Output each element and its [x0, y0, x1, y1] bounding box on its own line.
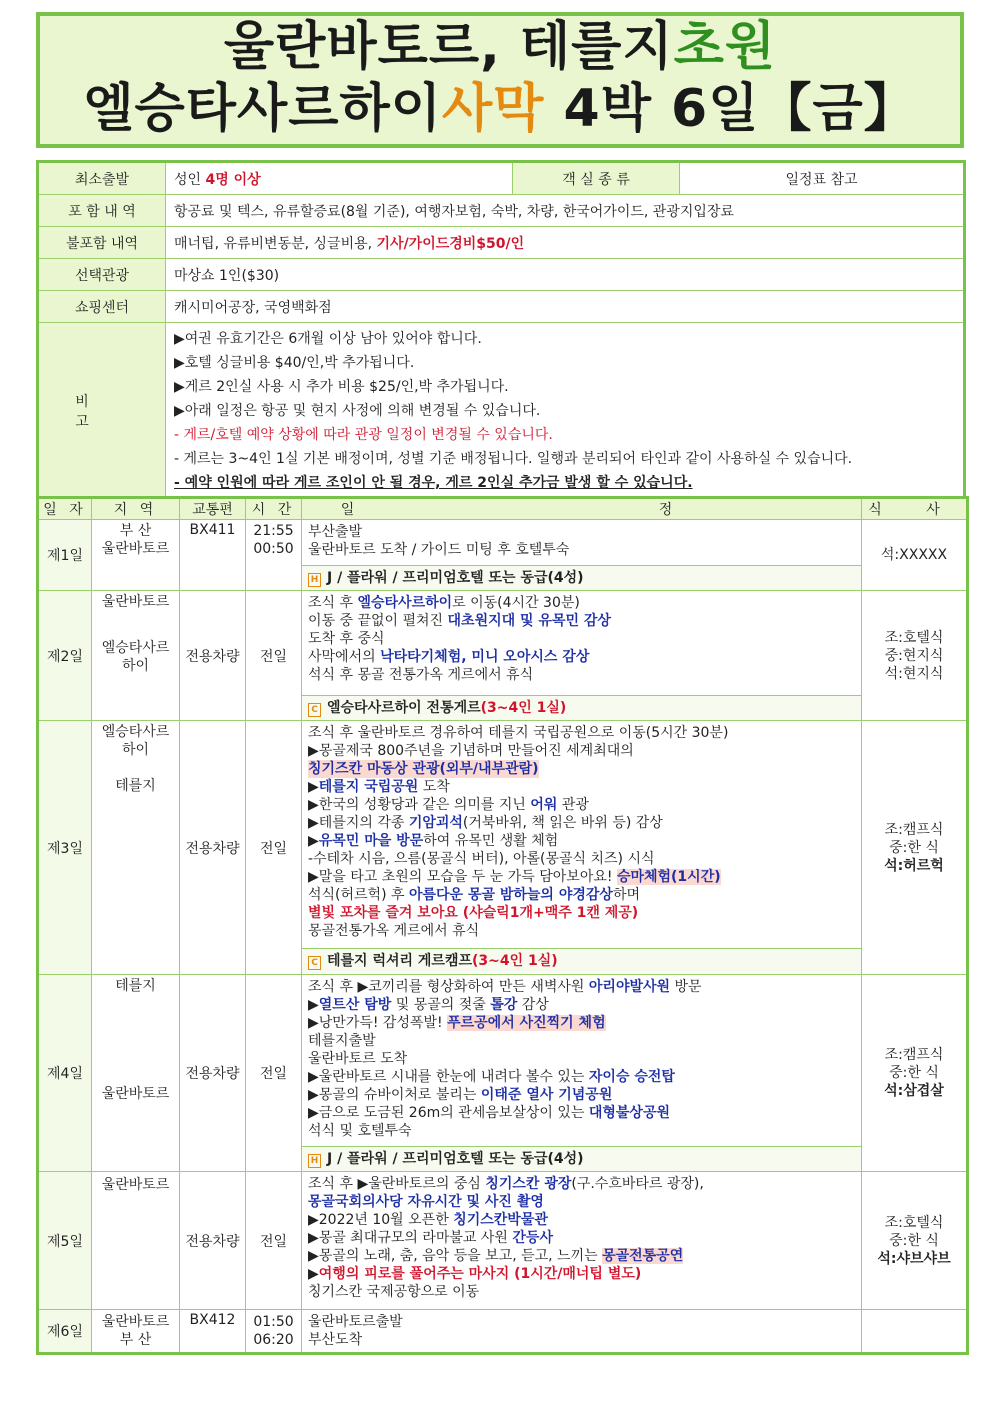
schedule-header — [38, 498, 968, 520]
label-included: 포 함 내 역 — [38, 195, 166, 227]
hotel-line: H J / 플라워 / 프리미엄호텔 또는 동급(4성) — [302, 565, 861, 590]
time-cell: 전일 — [246, 975, 302, 1172]
schedule-table — [36, 496, 969, 1355]
header-plan: 일 정 — [302, 498, 862, 520]
info-row-notes — [38, 323, 965, 501]
day-row-3 — [38, 721, 968, 975]
note-item-red: - 게르/호텔 예약 상황에 따라 관광 일정이 변경될 수 있습니다. — [174, 427, 553, 443]
note-item: ▶게르 2인실 사용 시 추가 비용 $25/인,박 추가됩니다. — [174, 379, 509, 395]
info-row-optional — [38, 259, 965, 291]
hotel-line: H J / 플라워 / 프리미엄호텔 또는 동급(4성) — [302, 1146, 861, 1171]
plan-cell: 조식 후 울란바토르 경유하여 테를지 국립공원으로 이동(5시간 30분) ▶몽골제국 800주년을 기념하며 만들어진 세계최대의 칭기즈칸 마동상 관광(외부/내부관람) ▶테를지 국립공원 도착 ▶한국의 성황당과 같은 의미를 지닌 어워 관광 ▶테를지의 각종 기암괴석(거북바위, 책 읽은 바위 등) 감상 ▶유목민 마을 방문하여 유목민 생활 체험 -수테차 시음, 으름(몽골식 버터), 아롤(몽골식 치즈) 시식 ▶말을 타고 초원의 모습을 두 눈 가득 담아보아요! 승마체험(1시간) 석식(허르헉) 후 아름다운 몽골 밤하늘의 야경감상하며 별빛 포차를 즐겨 보아요 (샤슬릭1개+맥주 1캔 제공) 몽골전통가옥 게르에서 휴식 C 테를지 럭셔리 게르캠프(3~4인 1실) — [302, 721, 862, 975]
info-row-incl — [38, 195, 965, 227]
value-included: 항공료 및 텍스, 유류할증료(8월 기준), 여행자보험, 숙박, 차량, 한국어가이드, 관광지입장료 — [166, 195, 965, 227]
meal-cell — [862, 1310, 968, 1354]
plan-cell: 부산출발 울란바토르 도착 / 가이드 미팅 후 호텔투숙 H J / 플라워 / 프리미엄호텔 또는 동급(4성) — [302, 520, 862, 591]
region-cell: 부 산 울란바토르 — [92, 520, 180, 591]
note-item: ▶호텔 싱글비용 $40/인,박 추가됩니다. — [174, 355, 415, 371]
title-line-2 — [40, 78, 960, 140]
day-row-2 — [38, 591, 968, 721]
region-cell: 엘승타사르 하이 테를지 — [92, 721, 180, 975]
header-time: 시 간 — [246, 498, 302, 520]
day-row-6 — [38, 1310, 968, 1354]
time-cell: 전일 — [246, 1172, 302, 1310]
value-shopping: 캐시미어공장, 국영백화점 — [166, 291, 965, 323]
day-label: 제4일 — [38, 975, 92, 1172]
hotel-icon: H — [308, 1154, 321, 1168]
day-label: 제1일 — [38, 520, 92, 591]
time-cell: 전일 — [246, 591, 302, 721]
time-cell: 전일 — [246, 721, 302, 975]
header-transport: 교통편 — [180, 498, 246, 520]
header-meal: 식 사 — [862, 498, 968, 520]
note-item: ▶아래 일정은 항공 및 현지 사정에 의해 변경될 수 있습니다. — [174, 403, 541, 419]
transport-cell: 전용차량 — [180, 975, 246, 1172]
meal-cell: 조:호텔식 중:한 식 석:샤브샤브 — [862, 1172, 968, 1310]
day-label: 제3일 — [38, 721, 92, 975]
day-label: 제6일 — [38, 1310, 92, 1354]
hotel-line: C 엘승타사르하이 전통게르(3~4인 1실) — [302, 695, 861, 720]
info-row-min — [38, 162, 965, 195]
title-highlight: 사막 — [441, 79, 545, 139]
meal-cell: 조:호텔식 중:현지식 석:현지식 — [862, 591, 968, 721]
day-row-4 — [38, 975, 968, 1172]
transport-cell: 전용차량 — [180, 591, 246, 721]
title-text: 4박 6일【금】 — [544, 79, 917, 139]
plan-cell: 조식 후 엘승타사르하이로 이동(4시간 30분) 이동 중 끝없이 펼쳐진 대초원지대 및 유목민 감상 도착 후 중식 사막에서의 낙타타기체험, 미니 오아시스 감상 석식 후 몽골 전통가옥 게르에서 휴식 C 엘승타사르하이 전통게르(3~4인 1실) — [302, 591, 862, 721]
label-excluded: 불포함 내역 — [38, 227, 166, 259]
time-cell: 01:50 06:20 — [246, 1310, 302, 1354]
title-text: 엘승타사르하이 — [83, 79, 442, 139]
plan-cell: 조식 후 ▶코끼리를 형상화하여 만든 새벽사원 아리야발사원 방문 ▶열트산 탐방 및 몽골의 젖줄 톨강 감상 ▶낭만가득! 감성폭발! 푸르공에서 사진찍기 체험 테를지출발 울란바토르 도착 ▶울란바토르 시내를 한눈에 내려다 볼수 있는 자이승 승전탑 ▶몽골의 슈바이처로 불리는 이태준 열사 기념공원 ▶금으로 도금된 26m의 관세음보살상이 있는 대형불상공원 석식 및 호텔투숙 H J / 플라워 / 프리미엄호텔 또는 동급(4성) — [302, 975, 862, 1172]
region-cell: 테를지 울란바토르 — [92, 975, 180, 1172]
meal-cell: 조:캠프식 중:한 식 석:허르헉 — [862, 721, 968, 975]
value-notes — [166, 323, 965, 501]
title-highlight: 초원 — [673, 17, 777, 77]
hotel-line: C 테를지 럭셔리 게르캠프(3~4인 1실) — [302, 948, 861, 973]
plan-cell: 조식 후 ▶울란바토르의 중심 칭기스칸 광장(구.수흐바타르 광장), 몽골국회의사당 자유시간 및 사진 촬영 ▶2022년 10월 오픈한 칭기스칸박물관 ▶몽골 최대규모의 라마불교 사원 간등사 ▶몽골의 노래, 춤, 음악 등을 보고, 듣고, 느끼는 몽골전통공연 ▶여행의 피로를 풀어주는 마사지 (1시간/매너팁 별도) 칭기스칸 국제공항으로 이동 — [302, 1172, 862, 1310]
region-cell: 울란바토르 부 산 — [92, 1310, 180, 1354]
hotel-icon: H — [308, 573, 321, 587]
value-excluded: 매너팁, 유류비변동분, 싱글비용, 기사/가이드경비$50/인 — [166, 227, 965, 259]
meal-cell: 조:캠프식 중:한 식 석:삼겹살 — [862, 975, 968, 1172]
time-cell: 21:55 00:50 — [246, 520, 302, 591]
day-label: 제5일 — [38, 1172, 92, 1310]
guide-fee: 기사/가이드경비$50/인 — [376, 235, 525, 252]
camp-icon: C — [308, 956, 321, 970]
region-cell: 울란바토르 엘승타사르 하이 — [92, 591, 180, 721]
plan-cell: 울란바토르출발 부산도착 — [302, 1310, 862, 1354]
camp-icon: C — [308, 703, 321, 717]
meal-cell: 석:XXXXX — [862, 520, 968, 591]
label-notes: 비 고 — [38, 323, 166, 501]
day-row-1 — [38, 520, 968, 591]
header-region: 지 역 — [92, 498, 180, 520]
label-room-type: 객 실 종 류 — [513, 162, 680, 195]
value-optional: 마상쇼 1인($30) — [166, 259, 965, 291]
label-shopping: 쇼핑센터 — [38, 291, 166, 323]
region-cell: 울란바토르 — [92, 1172, 180, 1310]
note-item-bold: - 예약 인원에 따라 게르 조인이 안 될 경우, 게르 2인실 추가금 발생 할 수 있습니다. — [174, 475, 693, 491]
info-row-excl — [38, 227, 965, 259]
title-text: 울란바토르, 테를지 — [223, 17, 674, 77]
title-line-1 — [40, 16, 960, 78]
label-min-departure: 최소출발 — [38, 162, 166, 195]
title-banner — [36, 12, 964, 148]
info-row-shopping — [38, 291, 965, 323]
day-label: 제2일 — [38, 591, 92, 721]
label-optional: 선택관광 — [38, 259, 166, 291]
transport-cell: BX412 — [180, 1310, 246, 1354]
day-row-5 — [38, 1172, 968, 1310]
transport-cell: 전용차량 — [180, 1172, 246, 1310]
header-day: 일 자 — [38, 498, 92, 520]
info-table — [36, 160, 966, 502]
value-min-departure: 성인 4명 이상 — [166, 162, 513, 195]
transport-cell: BX411 — [180, 520, 246, 591]
transport-cell: 전용차량 — [180, 721, 246, 975]
value-room-type: 일정표 참고 — [680, 162, 965, 195]
note-item: - 게르는 3~4인 1실 기본 배정이며, 성별 기준 배정됩니다. 일행과 분리되어 타인과 같이 사용하실 수 있습니다. — [174, 451, 853, 467]
note-item: ▶여권 유효기간은 6개월 이상 남아 있어야 합니다. — [174, 331, 482, 347]
min-count: 4명 이상 — [205, 171, 261, 188]
